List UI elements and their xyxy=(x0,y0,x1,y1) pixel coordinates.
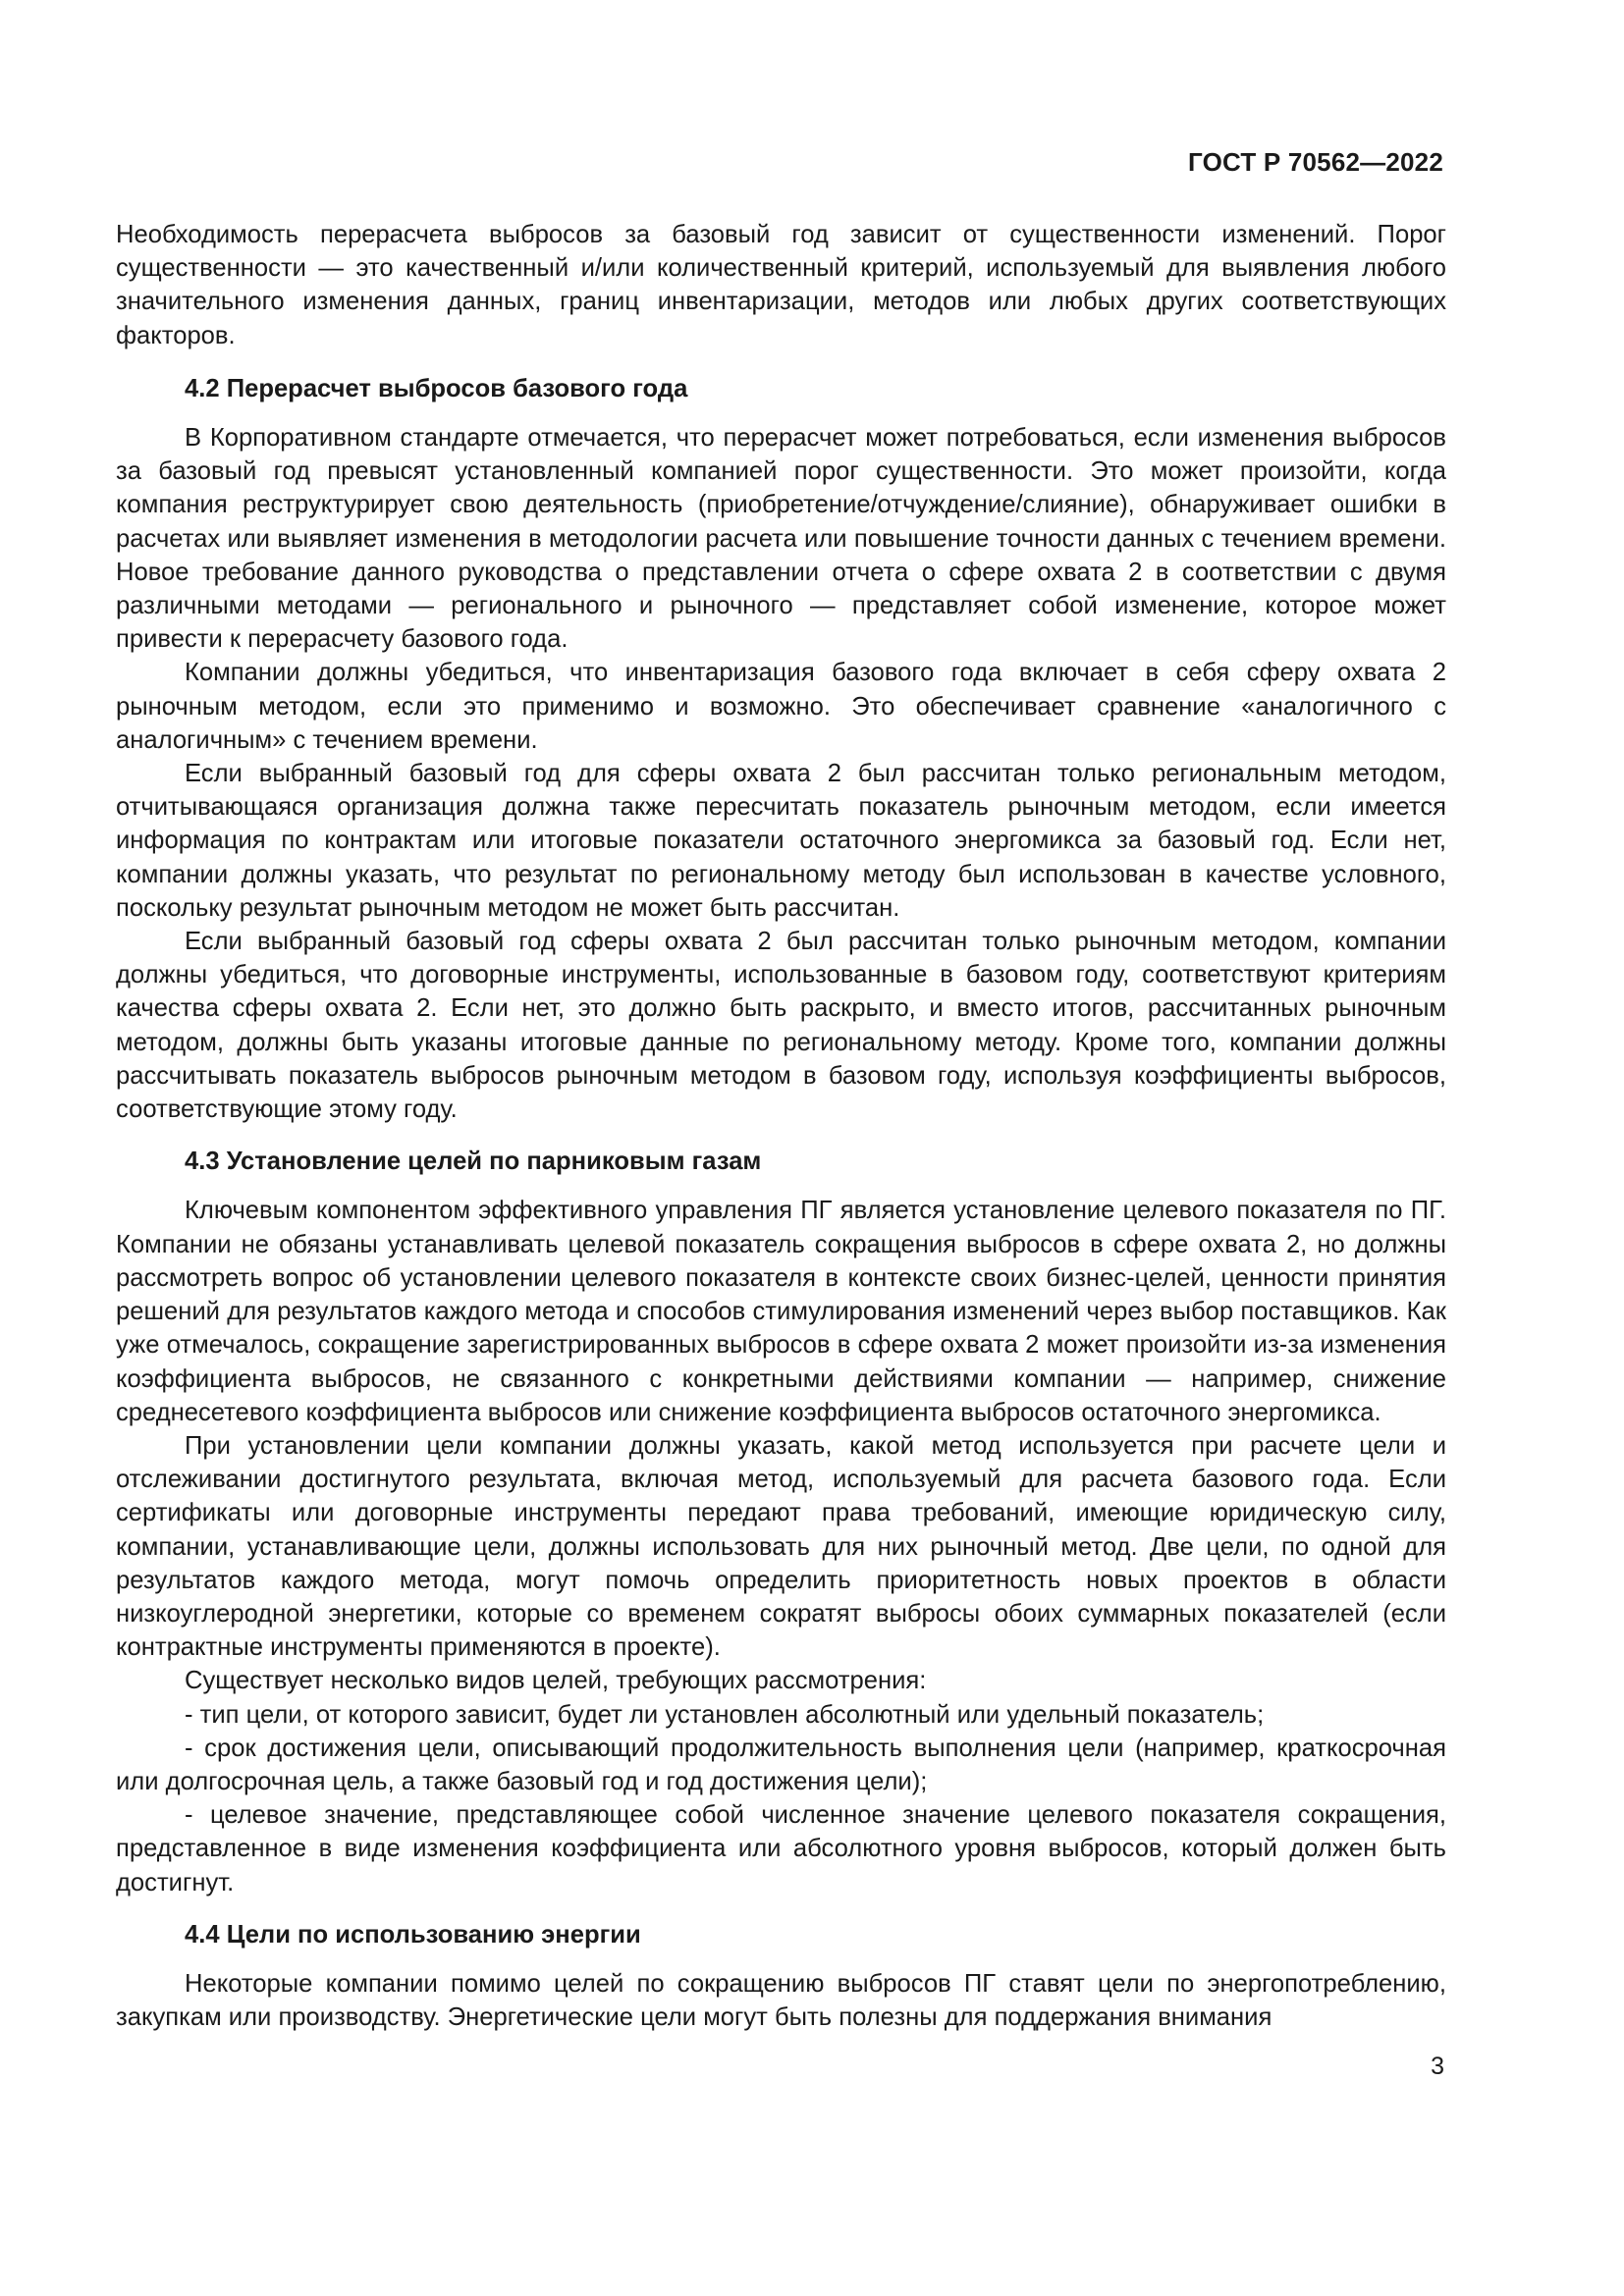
document-body xyxy=(116,218,1446,2034)
paragraph: При установлении цели компании должны указать, какой метод используется при расчете цели и отслеживании достигнутого результата, включая метод, используемый для расчета базового года. Если сертификаты или договорные инструменты передают права требований, имеющие юридическую силу, компании, устанавливающие цели, должны использовать для них рыночный метод. Две цели, по одной для результатов каждого метода, могут помочь определить приоритетность новых проектов в области низкоуглеродной энергетики, которые со временем сократят выбросы обоих суммарных показателей (если контрактные инструменты применяются в проекте). xyxy=(116,1431,1446,1662)
list-item: - тип цели, от которого зависит, будет ли установлен абсолютный или удельный показатель; xyxy=(185,1700,1265,1729)
paragraph: Компании должны убедиться, что инвентаризация базового года включает в себя сферу охвата 2 рыночным методом, если это применимо и возможно. Это обеспечивает сравнение «аналогичного с аналогичным» с течением времени. xyxy=(116,659,1446,754)
document-code: ГОСТ Р 70562—2022 xyxy=(1188,147,1443,177)
paragraph: Если выбранный базовый год для сферы охвата 2 был рассчитан только региональным методом, отчитывающаяся организация должна также пересчитать показатель рыночным методом, если имеется информация по контрактам или итоговые показатели остаточного энергомикса за базовый год. Если нет, компании должны указать, что результат по региональному методу был использован в качестве условного, поскольку результат рыночным методом не может быть рассчитан. xyxy=(116,760,1446,922)
list-item: - срок достижения цели, описывающий продолжительность выполнения цели (например, краткосрочная или долгосрочная цель, а также базовый год и год достижения цели); xyxy=(116,1734,1446,1795)
paragraph: В Корпоративном стандарте отмечается, что перерасчет может потребоваться, если изменения выбросов за базовый год превысят установленный компанией порог существенности. Это может произойти, когда компания реструктурирует свою деятельность (приобретение/отчуждение/слияние), обнаруживает ошибки в расчетах или выявляет изменения в методологии расчета или повышение точности данных с течением времени. Новое требование данного руководства о представлении отчета о сфере охвата 2 в соответствии с двумя различными методами — регионального и рыночного — представляет собой изменение, которое может привести к перерасчету базового года. xyxy=(116,424,1446,654)
section-heading-4-2: 4.2 Перерасчет выбросов базового года xyxy=(185,374,688,402)
intro-paragraph: Необходимость перерасчета выбросов за базовый год зависит от существенности изменений. Порог существенности — это качественный и/или количественный критерий, используемый для выявления любого значительного изменения данных, границ инвентаризации, методов или любых других соответствующих факторов. xyxy=(116,221,1446,349)
list-item: - целевое значение, представляющее собой численное значение целевого показателя сокращения, представленное в виде изменения коэффициента или абсолютного уровня выбросов, который должен быть достигнут. xyxy=(116,1801,1446,1896)
section-heading-4-3: 4.3 Установление целей по парниковым газам xyxy=(185,1148,762,1176)
section-heading-4-4: 4.4 Цели по использованию энергии xyxy=(185,1920,641,1949)
paragraph: Некоторые компании помимо целей по сокращению выбросов ПГ ставят цели по энергопотреблению, закупкам или производству. Энергетические цели могут быть полезны для поддержания внимания xyxy=(116,1969,1446,2032)
paragraph: Если выбранный базовый год сферы охвата 2 был рассчитан только рыночным методом, компании должны убедиться, что договорные инструменты, использованные в базовом году, соответствуют критериям качества сферы охвата 2. Если нет, это должно быть раскрыто, и вместо итогов, рассчитанных рыночным методом, должны быть указаны итоговые данные по региональному методу. Кроме того, компании должны рассчитывать показатель выбросов рыночным методом в базовом году, используя коэффициенты выбросов, соответствующие этому году. xyxy=(116,928,1446,1124)
paragraph: Существует несколько видов целей, требующих рассмотрения: xyxy=(185,1667,927,1695)
page-number: 3 xyxy=(1431,2053,1444,2080)
paragraph: Ключевым компонентом эффективного управления ПГ является установление целевого показателя по ПГ. Компании не обязаны устанавливать целевой показатель сокращения выбросов в сфере охвата 2, но должны рассмотреть вопрос об установлении целевого показателя в контексте своих бизнес-целей, ценности принятия решений для результатов каждого метода и способов стимулирования изменений через выбор поставщиков. Как уже отмечалось, сокращение зарегистрированных выбросов в сфере охвата 2 может произойти из-за изменения коэффициента выбросов, не связанного с конкретными действиями компании — например, снижение среднесетевого коэффициента выбросов или снижение коэффициента выбросов остаточного энергомикса. xyxy=(116,1197,1446,1426)
